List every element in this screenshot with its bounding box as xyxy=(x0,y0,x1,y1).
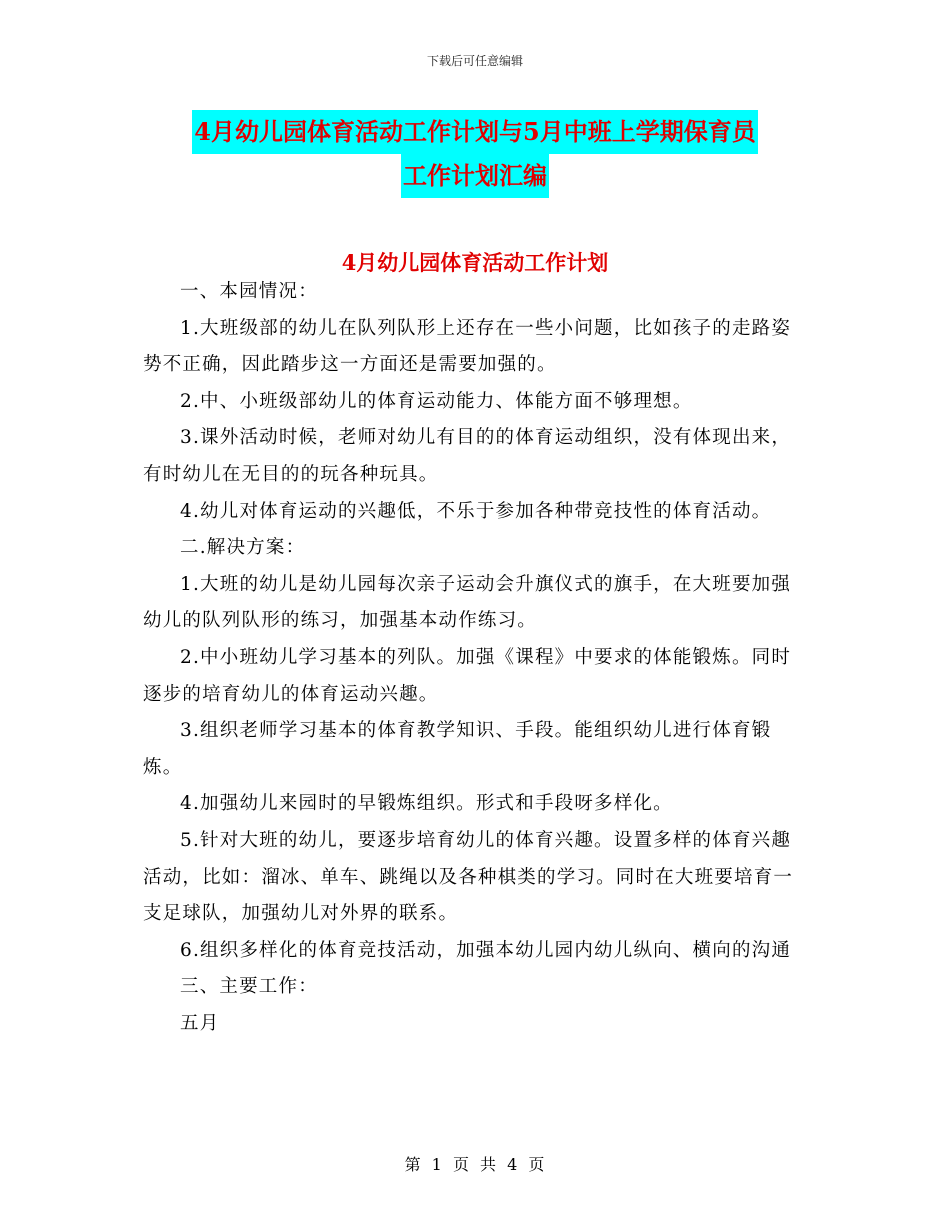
paragraph: 5.针对大班的幼儿，要逐步培育幼儿的体育兴趣。设置多样的体育兴趣活动，比如：溜冰、单车、跳绳以及各种棋类的学习。同时在大班要培育一支足球队，加强幼儿对外界的联系。 xyxy=(143,829,794,925)
paragraph: 五月 xyxy=(180,1012,220,1034)
paragraph: 一、本园情况： xyxy=(180,281,318,302)
paragraph: 3.课外活动时候，老师对幼儿有目的的体育运动组织，没有体现出来，有时幼儿在无目的的玩各种玩具。 xyxy=(143,427,792,485)
paragraph: 三、主要工作： xyxy=(180,976,318,998)
paragraph: 3.组织老师学习基本的体育教学知识、手段。能组织幼儿进行体育锻炼。 xyxy=(143,720,772,778)
paragraph: 4.幼儿对体育运动的兴趣低，不乐于参加各种带竞技性的体育活动。 xyxy=(180,500,772,522)
page-footer: 第 1 页 共 4 页 xyxy=(404,1155,546,1174)
paragraph: 2.中、小班级部幼儿的体育运动能力、体能方面不够理想。 xyxy=(180,390,693,412)
body-text xyxy=(143,274,807,1042)
document-title xyxy=(0,110,950,198)
paragraph: 4.加强幼儿来园时的早锻炼组织。形式和手段呀多样化。 xyxy=(180,793,673,815)
title-line-2: 工作计划汇编 xyxy=(401,154,549,198)
paragraph: 1.大班级部的幼儿在队列队形上还存在一些小问题，比如孩子的走路姿势不正确，因此踏步这一方面还是需要加强的。 xyxy=(143,317,792,376)
paragraph: 1.大班的幼儿是幼儿园每次亲子运动会升旗仪式的旗手，在大班要加强幼儿的队列队形的练习，加强基本动作练习。 xyxy=(143,573,792,632)
paragraph: 二.解决方案： xyxy=(180,537,306,559)
title-line-1: 4月幼儿园体育活动工作计划与5月中班上学期保育员 xyxy=(192,110,757,154)
paragraph: 6.组织多样化的体育竞技活动，加强本幼儿园内幼儿纵向、横向的沟通 xyxy=(180,939,792,961)
header-note: 下载后可任意编辑 xyxy=(426,54,523,68)
section-title: 4月幼儿园体育活动工作计划 xyxy=(341,250,609,275)
paragraph: 2.中小班幼儿学习基本的列队。加强《课程》中要求的体能锻炼。同时逐步的培育幼儿的体育运动兴趣。 xyxy=(143,646,792,705)
